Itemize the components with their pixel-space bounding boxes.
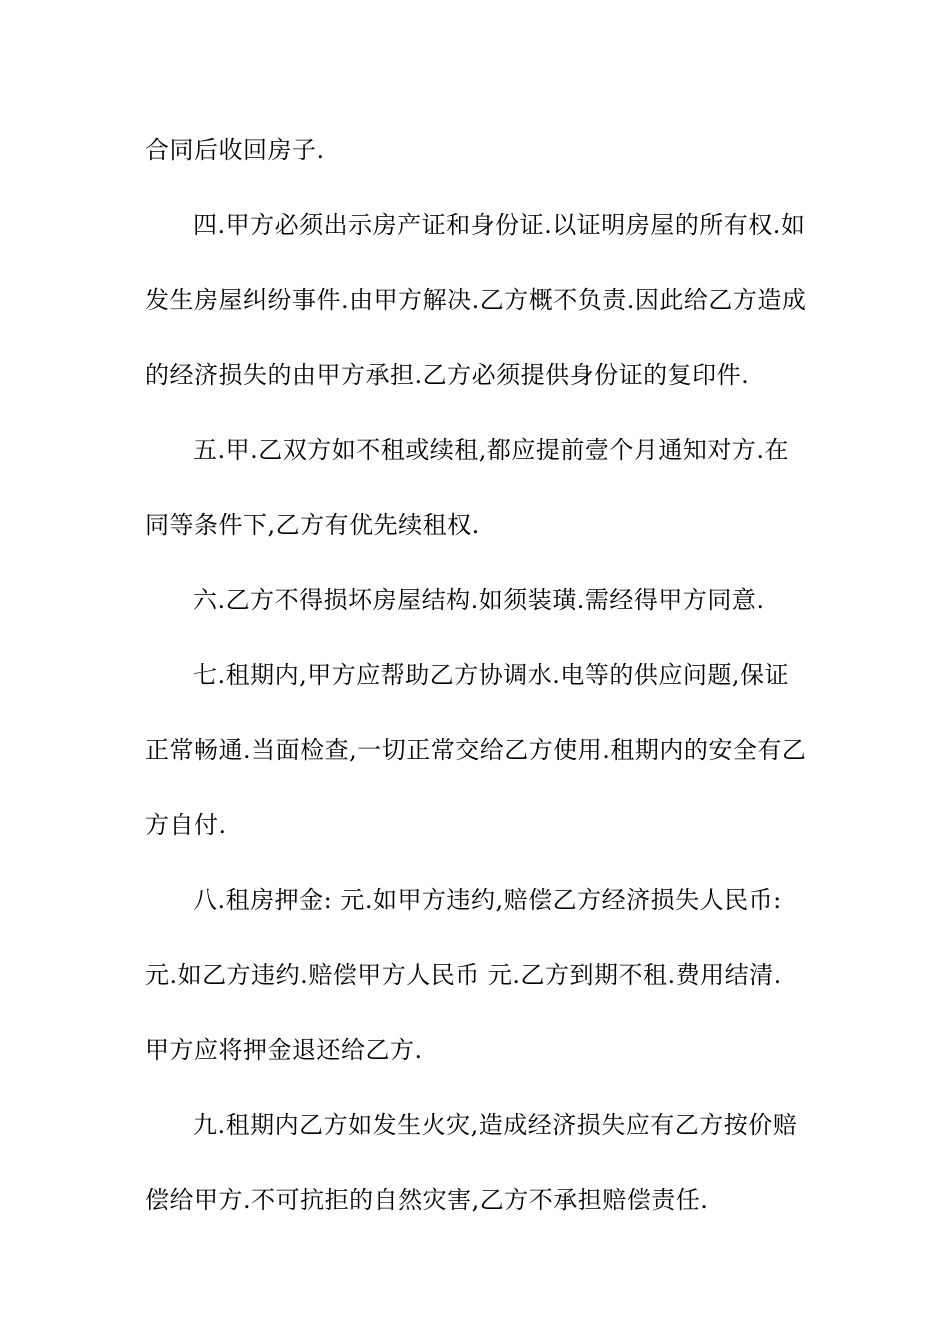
text-line: 发生房屋纠纷事件.由甲方解决.乙方概不负责.因此给乙方造成 bbox=[145, 286, 807, 314]
clause-8-line-1: 八.租房押金: 元.如甲方违约,赔偿乙方经济损失人民币: bbox=[193, 886, 782, 914]
clause-5-line-1: 五.甲.乙双方如不租或续租,都应提前壹个月通知对方.在 bbox=[193, 436, 790, 464]
text-line: 正常畅通.当面检查,一切正常交给乙方使用.租期内的安全有乙 bbox=[145, 736, 807, 764]
clause-9-line-1: 九.租期内乙方如发生火灾,造成经济损失应有乙方按价赔 bbox=[193, 1111, 798, 1139]
text-line: 合同后收回房子. bbox=[145, 136, 325, 164]
text-line: 元.如乙方违约.赔偿甲方人民币 元.乙方到期不租.费用结清. bbox=[145, 961, 782, 989]
text-line: 的经济损失的由甲方承担.乙方必须提供身份证的复印件. bbox=[145, 361, 750, 389]
clause-7-line-1: 七.租期内,甲方应帮助乙方协调水.电等的供应问题,保证 bbox=[193, 661, 790, 689]
text-line: 同等条件下,乙方有优先续租权. bbox=[145, 511, 480, 539]
text-line: 偿给甲方.不可抗拒的自然灾害,乙方不承担赔偿责任. bbox=[145, 1186, 709, 1214]
clause-4-line-1: 四.甲方必须出示房产证和身份证.以证明房屋的所有权.如 bbox=[193, 211, 806, 239]
text-line: 甲方应将押金退还给乙方. bbox=[145, 1036, 423, 1064]
text-line: 方自付. bbox=[145, 811, 227, 839]
clause-6-line-1: 六.乙方不得损坏房屋结构.如须装璜.需经得甲方同意. bbox=[193, 586, 765, 614]
